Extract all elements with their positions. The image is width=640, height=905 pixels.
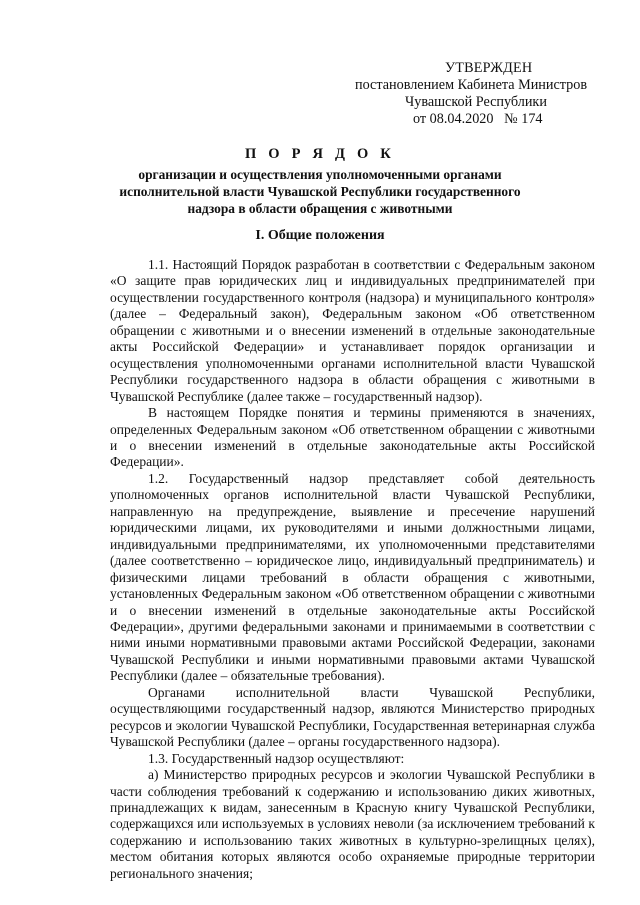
document-body — [110, 257, 595, 882]
paragraph: 1.2. Государственный надзор представляет собой деятельность уполномоченных органов исполнительной власти Чувашской Республики, направленную на предупреждение, выявление и пресечение нарушений юридическими лицами, их руководителями и иными должностными лицами, индивидуальными предпринимателями, их уполномоченными представителями (далее соответственно – юридическое лицо, индивидуальный предприниматель) и физическими лицами требований в области обращения с животными, установленных Федеральным законом «Об ответственном обращении с животными и о внесении изменений в отдельные законодательные акты Российской Федерации», другими федеральными законами и принимаемыми в соответствии с ними иными нормативными правовыми актами Российской Федерации, законами Чувашской Республики и иными нормативными правовыми актами Чувашской Республики (далее – обязательные требования). — [110, 470, 595, 684]
paragraph: а) Министерство природных ресурсов и экологии Чувашской Республики в части соблюдения требований к содержанию и использованию диких животных, принадлежащих к видам, занесенным в Красную книгу Чувашской Республики, содержащихся или используемых в условиях неволи (за исключением требований к содержанию и использованию таких животных в культурно-зрелищных целях), местом обитания которых являются особо охраняемые природные территории регионального значения; — [110, 767, 595, 881]
approval-republic: Чувашской Республики — [405, 94, 547, 110]
paragraph: Органами исполнительной власти Чувашской Республики, осуществляющими государственный надзор, являются Министерство природных ресурсов и экологии Чувашской Республики, Государственная ветеринарная служба Чувашской Республики (далее – органы государственного надзора). — [110, 684, 595, 750]
approval-date-number: от 08.04.2020 № 174 — [413, 111, 543, 127]
approval-title: УТВЕРЖДЕН — [445, 60, 533, 76]
paragraph: 1.3. Государственный надзор осуществляют: — [148, 750, 405, 766]
paragraph: В настоящем Порядке понятия и термины применяются в значениях, определенных Федеральным законом «Об ответственном обращении с животными и о внесении изменений в отдельные законодательные акты Российской Федерации». — [110, 405, 595, 470]
paragraph: 1.1. Настоящий Порядок разработан в соответствии с Федеральным законом «О защите прав юридических лиц и индивидуальных предпринимателей при осуществлении государственного контроля (надзора) и муниципального контроля» (далее – Федеральный закон), Федеральным законом «Об ответственном обращении с животными и о внесении изменений в отдельные законодательные акты Российской Федерации» и устанавливает порядок организации и осуществления уполномоченными органами исполнительной власти Чувашской Республики государственного надзора в области обращения с животными в Чувашской Республике (далее также – государственный надзор). — [110, 257, 595, 404]
document-subtitle: организации и осуществления уполномоченными органами исполнительной власти Чувашской Республики государственного надзора в области обращения с животными — [119, 167, 521, 216]
approval-stamp — [355, 60, 625, 128]
approval-resolution: постановлением Кабинета Министров — [355, 77, 588, 93]
section-title: I. Общие положения — [255, 228, 385, 243]
document-title: П О Р Я Д О К — [244, 146, 395, 162]
